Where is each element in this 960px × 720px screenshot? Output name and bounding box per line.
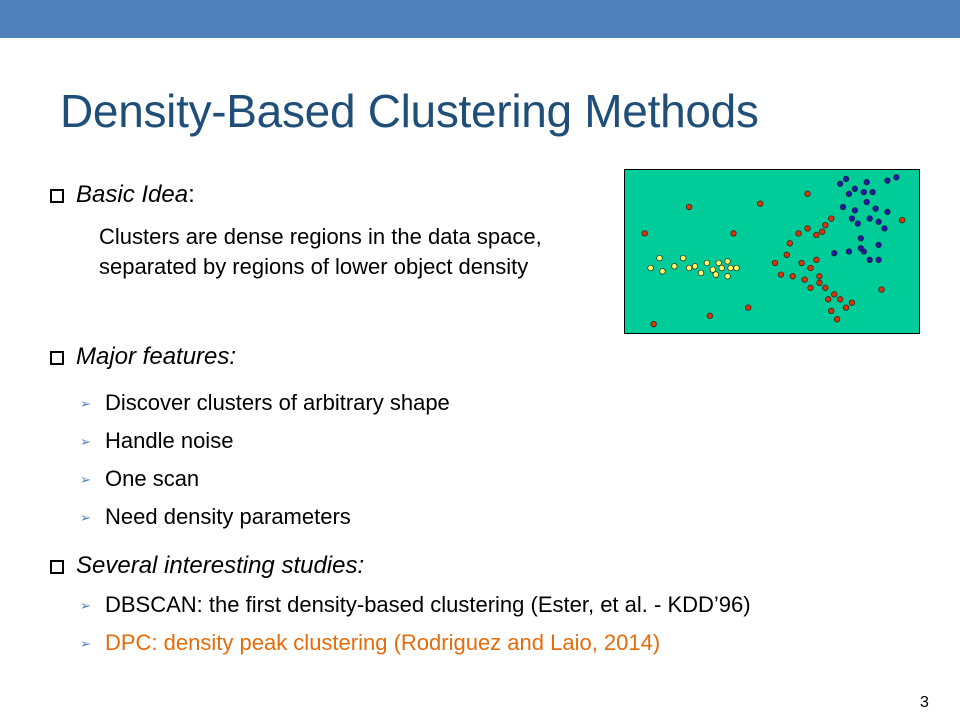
section-major-features	[50, 343, 236, 371]
figure-point	[840, 204, 846, 210]
figure-point	[820, 229, 826, 235]
figure-point	[692, 264, 698, 270]
figure-point	[861, 189, 867, 195]
checkbox-bullet-icon	[50, 351, 64, 365]
feature-item	[80, 466, 199, 492]
figure-point	[686, 265, 692, 271]
figure-point	[825, 297, 831, 303]
figure-point	[879, 287, 885, 293]
figure-point	[719, 265, 725, 271]
arrow-bullet-icon: ➢	[80, 598, 91, 613]
figure-point	[855, 221, 861, 227]
figure-point	[725, 274, 731, 280]
figure-point	[799, 260, 805, 266]
checkbox-bullet-icon	[50, 189, 64, 203]
figure-point	[657, 255, 663, 261]
figure-point	[728, 265, 734, 271]
figure-point	[846, 249, 852, 255]
figure-point	[849, 300, 855, 306]
figure-point	[757, 201, 763, 207]
clustering-figure	[624, 169, 920, 334]
feature-text: Need density parameters	[105, 504, 351, 529]
figure-point	[828, 216, 834, 222]
figure-point	[849, 216, 855, 222]
figure-point	[858, 236, 864, 242]
arrow-bullet-icon: ➢	[80, 510, 91, 525]
figure-point	[746, 305, 752, 311]
figure-point	[843, 305, 849, 311]
figure-point	[831, 292, 837, 298]
study-text: DPC: density peak clustering (Rodriguez and Laio, 2014)	[105, 630, 661, 655]
figure-point	[843, 176, 849, 182]
figure-point	[817, 274, 823, 280]
figure-point	[707, 313, 713, 319]
figure-point	[876, 242, 882, 248]
figure-point	[672, 264, 678, 270]
figure-point	[814, 232, 820, 238]
figure-point	[852, 208, 858, 214]
section-label: Basic Idea	[76, 181, 189, 208]
figure-point	[885, 209, 891, 215]
figure-point	[828, 308, 834, 314]
figure-point	[864, 199, 870, 205]
page-number: 3	[920, 694, 929, 711]
figure-point	[899, 217, 905, 223]
section-label-suffix: :	[188, 181, 195, 208]
study-item-dpc	[80, 630, 660, 656]
figure-point	[882, 226, 888, 232]
figure-point	[808, 265, 814, 271]
figure-point	[698, 270, 704, 276]
figure-point	[831, 250, 837, 256]
figure-point	[876, 219, 882, 225]
basic-idea-text: Clusters are dense regions in the data space, separated by regions of lower object density	[99, 224, 542, 279]
figure-point	[805, 191, 811, 197]
figure-point	[790, 274, 796, 280]
section-studies	[50, 552, 364, 580]
figure-point	[716, 260, 722, 266]
feature-text: Discover clusters of arbitrary shape	[105, 390, 450, 415]
figure-point	[805, 226, 811, 232]
figure-point	[817, 280, 823, 286]
arrow-bullet-icon: ➢	[80, 396, 91, 411]
study-item-dbscan	[80, 592, 751, 618]
feature-item	[80, 390, 450, 416]
figure-point	[784, 252, 790, 258]
figure-point	[802, 277, 808, 283]
section-basic-idea	[50, 181, 195, 209]
feature-item	[80, 504, 351, 530]
figure-point	[837, 297, 843, 303]
figure-point	[772, 260, 778, 266]
figure-point	[704, 260, 710, 266]
figure-point	[713, 272, 719, 278]
feature-text: Handle noise	[105, 428, 234, 453]
figure-point	[846, 191, 852, 197]
figure-point	[710, 267, 716, 273]
figure-point	[680, 255, 686, 261]
arrow-bullet-icon: ➢	[80, 636, 91, 651]
figure-point	[686, 204, 692, 210]
figure-point	[648, 265, 654, 271]
figure-point	[823, 222, 829, 228]
figure-point	[823, 285, 829, 291]
section-label: Major features:	[76, 343, 237, 370]
study-text: DBSCAN: the first density-based clustering (Ester, et al. - KDD’96)	[105, 592, 751, 617]
figure-point	[864, 179, 870, 185]
figure-point	[837, 181, 843, 187]
figure-point	[808, 285, 814, 291]
figure-point	[787, 241, 793, 247]
feature-text: One scan	[105, 466, 200, 491]
figure-point	[731, 231, 737, 237]
figure-point	[814, 257, 820, 263]
figure-point	[778, 272, 784, 278]
figure-point	[642, 231, 648, 237]
figure-background	[625, 170, 920, 334]
figure-point	[858, 245, 864, 251]
arrow-bullet-icon: ➢	[80, 472, 91, 487]
figure-point	[734, 265, 740, 271]
figure-point	[660, 269, 666, 275]
figure-point	[725, 259, 731, 265]
arrow-bullet-icon: ➢	[80, 434, 91, 449]
section-label: Several interesting studies:	[76, 552, 365, 579]
feature-item	[80, 428, 233, 454]
figure-point	[870, 189, 876, 195]
figure-point	[834, 316, 840, 322]
checkbox-bullet-icon	[50, 560, 64, 574]
slide-title: Density-Based Clustering Methods	[60, 85, 759, 137]
figure-point	[867, 216, 873, 222]
figure-point	[651, 321, 657, 327]
figure-point	[876, 257, 882, 263]
top-accent-bar	[0, 0, 960, 38]
figure-point	[873, 206, 879, 212]
figure-point	[867, 257, 873, 263]
figure-point	[885, 178, 891, 184]
figure-point	[852, 186, 858, 192]
figure-point	[894, 175, 900, 181]
figure-point	[796, 231, 802, 237]
